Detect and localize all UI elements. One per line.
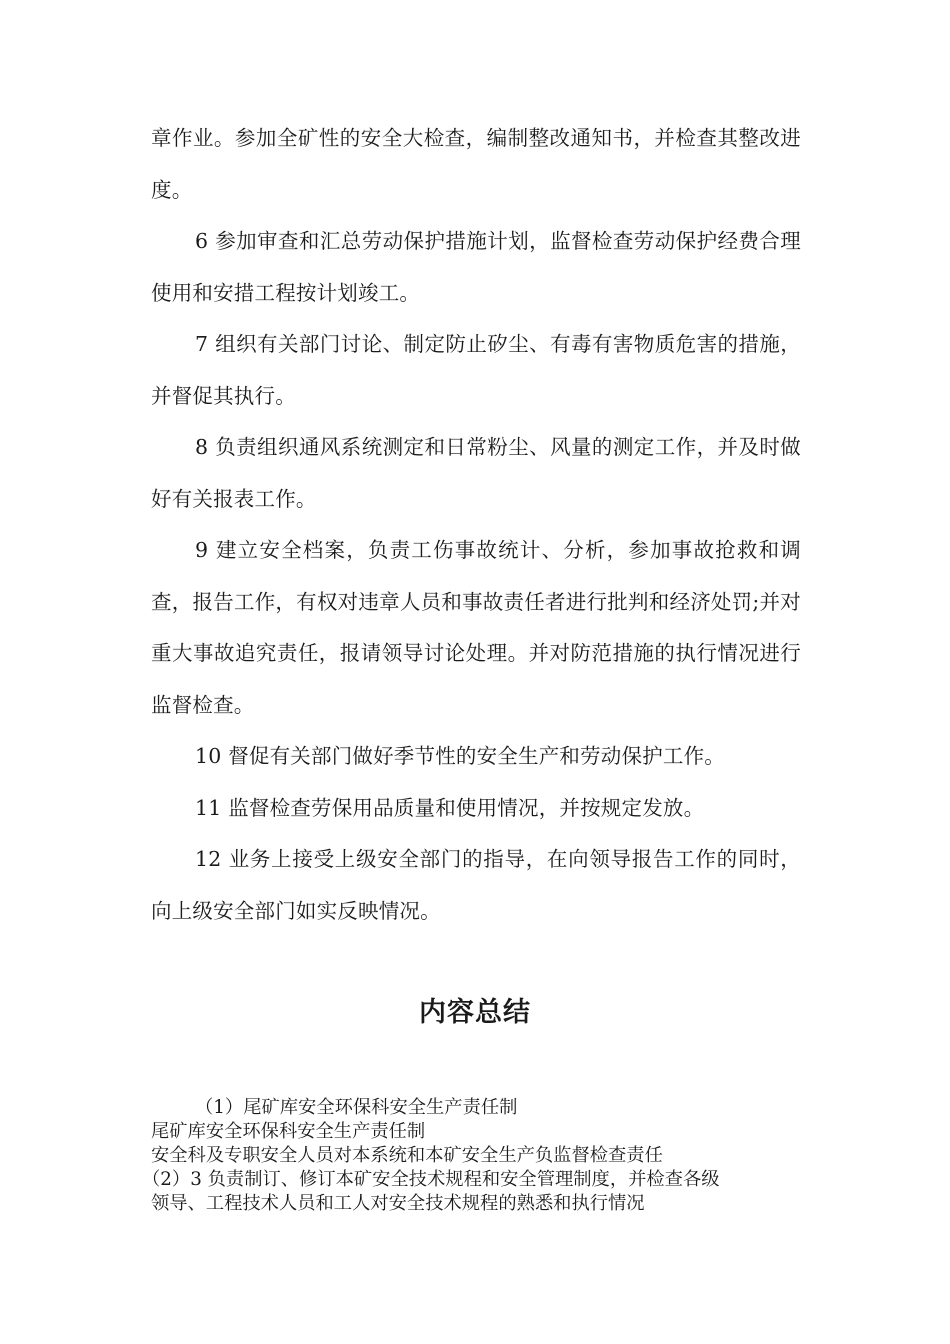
summary-heading: 内容总结 [419,997,531,1028]
summary-line-2: 尾矿库安全环保科安全生产责任制 [151,1121,426,1142]
summary-line-1: （1）尾矿库安全环保科安全生产责任制 [195,1097,518,1118]
summary-line-4: （2）3 负责制订、修订本矿安全技术规程和安全管理制度，并检查各级 [142,1169,720,1190]
paragraph-item-8: 8 负责组织通风系统测定和日常粉尘、风量的测定工作，并及时做好有关报表工作。 [151,435,801,511]
document-body [151,113,801,937]
summary-line-3: 安全科及专职安全人员对本系统和本矿安全生产负监督检查责任 [151,1145,663,1166]
paragraph-item-9: 9 建立安全档案，负责工伤事故统计、分析，参加事故抢救和调查，报告工作，有权对违章人员和事故责任者进行批判和经济处罚;并对重大事故追究责任，报请领导讨论处理。并对防范措施的执行情况进行监督检查。 [151,538,801,717]
paragraph-item-11: 11 监督检查劳保用品质量和使用情况，并按规定发放。 [195,795,705,820]
paragraph-item-6: 6 参加审查和汇总劳动保护措施计划，监督检查劳动保护经费合理使用和安措工程按计划竣工。 [151,229,801,305]
summary-line-5: 领导、工程技术人员和工人对安全技术规程的熟悉和执行情况 [151,1193,645,1214]
paragraph-item-7: 7 组织有关部门讨论、制定防止矽尘、有毒有害物质危害的措施，并督促其执行。 [151,332,801,408]
paragraph-item-12: 12 业务上接受上级安全部门的指导，在向领导报告工作的同时，向上级安全部门如实反映情况。 [151,847,801,923]
paragraph-item-10: 10 督促有关部门做好季节性的安全生产和劳动保护工作。 [195,744,726,768]
paragraph-continuation: 章作业。参加全矿性的安全大检查，编制整改通知书，并检查其整改进度。 [151,126,801,202]
summary-body [142,1096,811,1216]
